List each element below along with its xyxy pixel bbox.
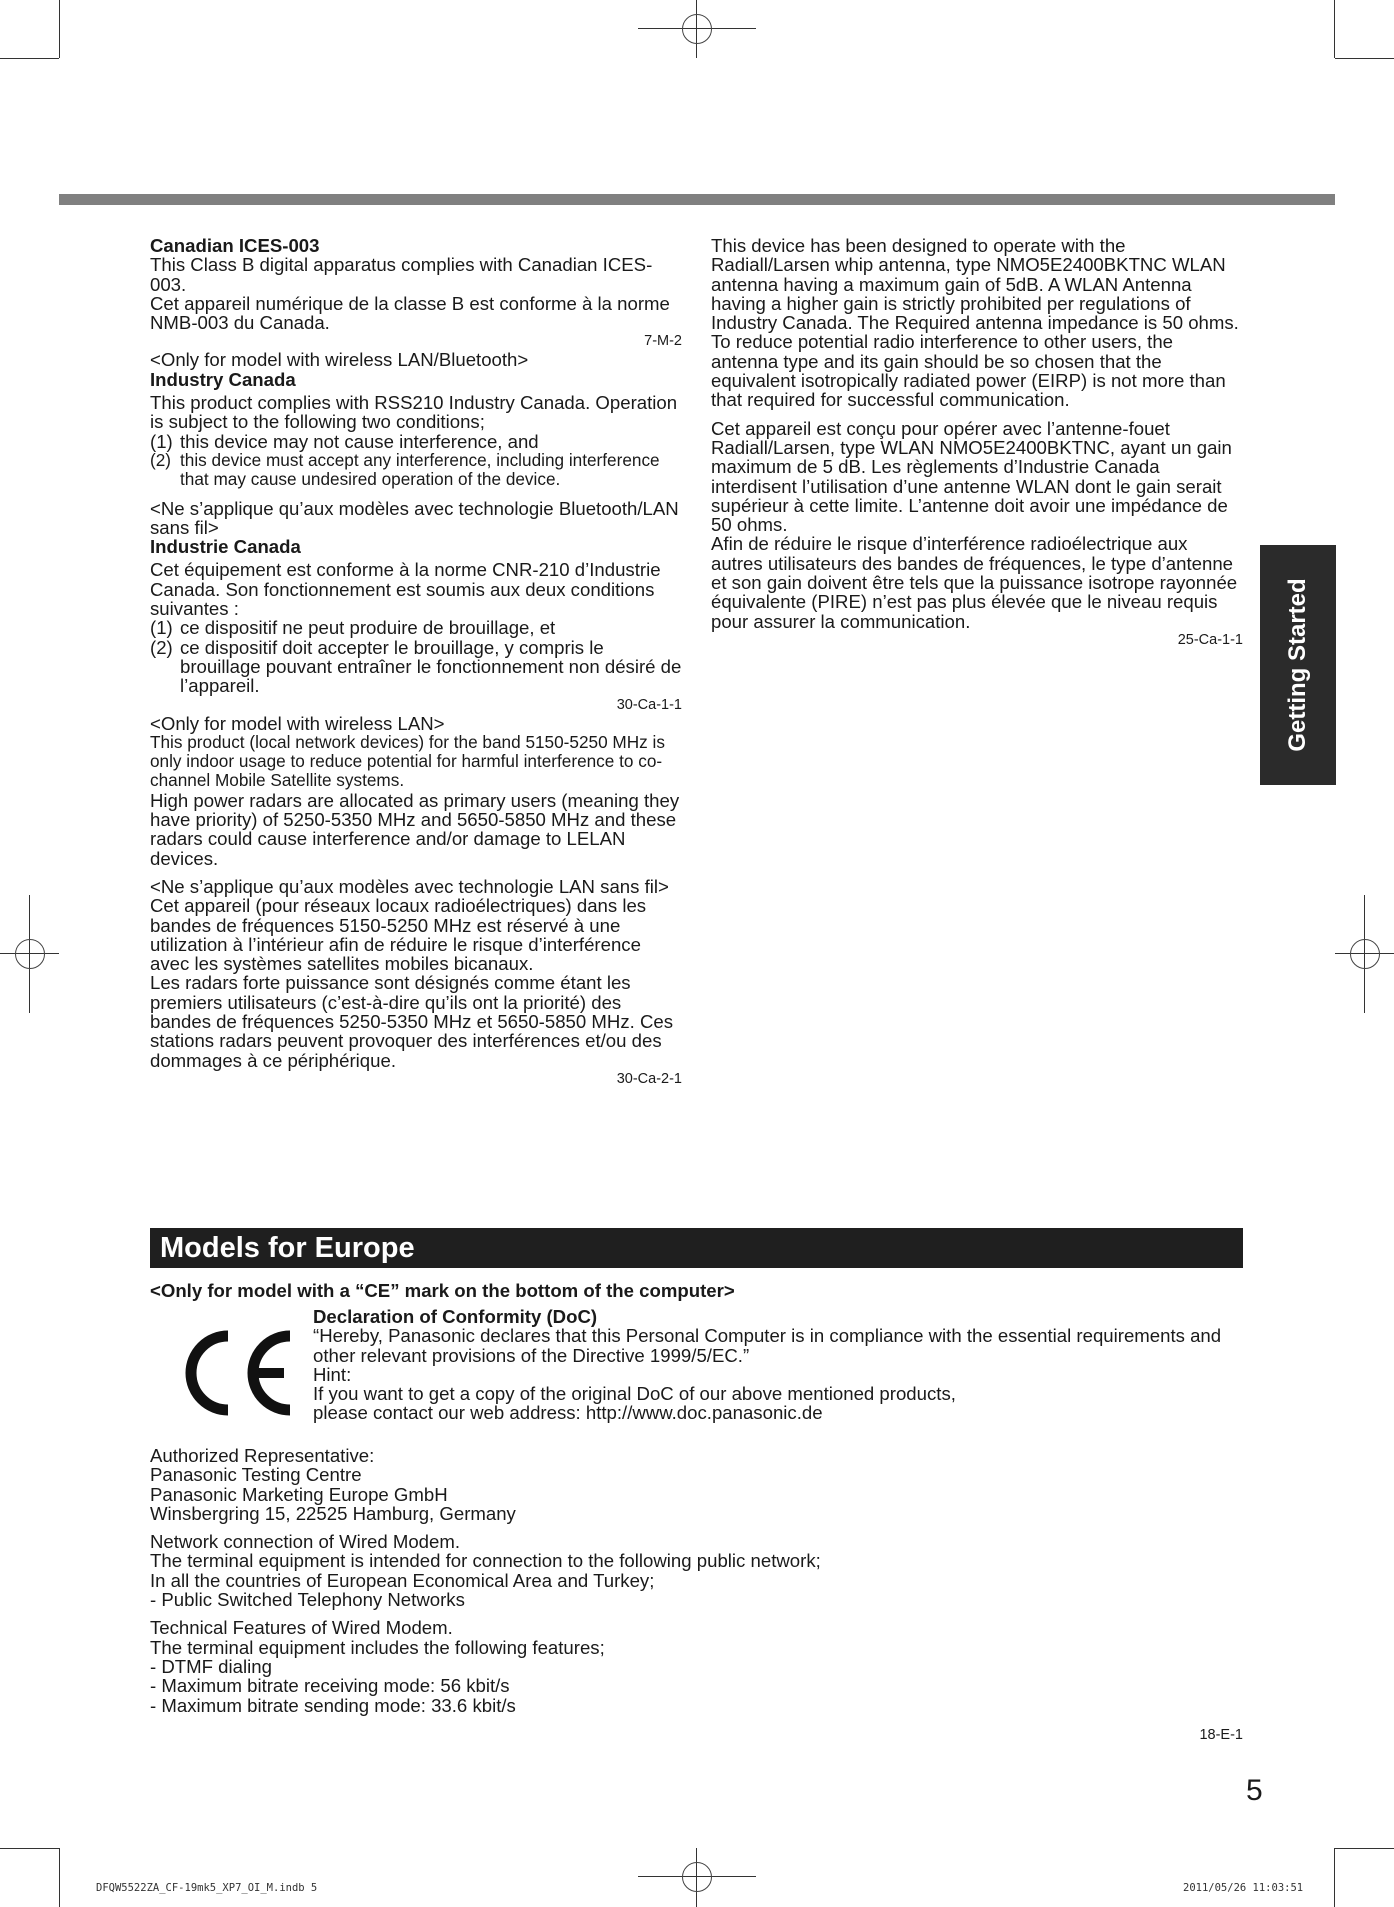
list-num: (1) <box>150 617 173 639</box>
list-item <box>150 432 682 451</box>
antenna-text-fr-1: Cet appareil est conçu pour opérer avec l’antenne-fouet Radiall/Larsen, type WLAN NMO5E2400BKTNC, ayant un gain maximum de 5 dB. Les règlements d’Industrie Canada interdisent l’utilisation d’une antenne WLAN dont le gain serait supérieur à cette limite. L’antenne doit avoir une impédance de 50 ohms. <box>711 417 1232 536</box>
rep-line: Panasonic Testing Centre <box>150 1464 362 1486</box>
list-text: ce dispositif doit accepter le brouillage, y compris le brouillage pouvant entraîner le fonctionnement non désiré de l’appareil. <box>180 636 682 697</box>
wlan-fr-text-1: Cet appareil (pour réseaux locaux radioélectriques) dans les bandes de fréquences 5150-5250 MHz est réservé à une utilization à l’intérieur afin de réduire le risque d’interférence avec les systèmes satellites mobiles bicanaux. <box>150 895 647 975</box>
list-item <box>150 451 682 490</box>
ic-fr-text: Cet équipement est conforme à la norme CNR-210 d’Industrie Canada. Son fonctionnement est soumis aux deux conditions suivantes : <box>150 559 661 620</box>
antenna-text-en-1: This device has been designed to operate with the Radiall/Larsen whip antenna, type NMO5E2400BKTNC WLAN antenna having a maximum gain of 5dB. A WLAN Antenna having a higher gain is strictly prohibited per regulations of Industry Canada. The Required antenna impedance is 50 ohms. <box>711 235 1239 334</box>
wlan-text-1: This product (local network devices) for the band 5150-5250 MHz is only indoor usage to reduce potential for harmful interference to co-channel Mobile Satellite systems. <box>150 731 665 791</box>
section-title-europe: Models for Europe <box>150 1228 1243 1268</box>
hint-line-1: If you want to get a copy of the original DoC of our above mentioned products, <box>313 1383 956 1405</box>
wlan-fr-text-2: Les radars forte puissance sont désignés comme étant les premiers utilisateurs (c’est-à-dire qu’ils ont la priorité) des bandes de fréquences 5250-5350 MHz et 5650-5850 MHz. Ces stations radars peuvent provoquer des interférences et/ou des dommages à ce périphérique. <box>150 972 674 1071</box>
hint-line-2: please contact our web address: http://www.doc.panasonic.de <box>313 1402 823 1424</box>
tech-line: - Maximum bitrate receiving mode: 56 kbit/s <box>150 1675 510 1697</box>
footer-timestamp: 2011/05/26 11:03:51 <box>1183 1882 1304 1894</box>
ices-heading: Canadian ICES-003 <box>150 235 320 256</box>
network-line: The terminal equipment is intended for connection to the following public network; <box>150 1550 821 1572</box>
ce-note: <Only for model with a “CE” mark on the bottom of the computer> <box>150 1280 735 1301</box>
europe-ref: 18-E-1 <box>1199 1727 1243 1743</box>
left-column <box>150 236 682 1088</box>
list-item <box>150 618 682 637</box>
list-num: (2) <box>150 636 173 658</box>
rep-line: Authorized Representative: <box>150 1445 375 1466</box>
wlan-fr-note: <Ne s’applique qu’aux modèles avec technologie LAN sans fil> <box>150 875 669 897</box>
ic-ref: 30-Ca-1-1 <box>616 696 682 713</box>
footer-file-info: DFQW5522ZA_CF-19mk5_XP7_OI_M.indb 5 <box>96 1882 318 1894</box>
list-text: ce dispositif ne peut produire de brouillage, et <box>180 617 556 639</box>
ices-text-fr: Cet appareil numérique de la classe B est conforme à la norme NMB-003 du Canada. <box>150 292 670 334</box>
page-number: 5 <box>1246 1774 1263 1807</box>
antenna-text-fr-2: Afin de réduire le risque d’interférence radioélectrique aux autres utilisateurs des bandes de fréquences, le type d’antenne et son gain doivent être tels que la puissance isotrope rayonnée équivalente (PIRE) n’est pas plus élevée que le niveau requis pour assurer la communication. <box>711 533 1238 632</box>
network-line: Network connection of Wired Modem. <box>150 1531 461 1553</box>
top-rule <box>59 194 1335 205</box>
doc-block <box>313 1307 1248 1423</box>
ic-fr-heading: Industrie Canada <box>150 536 301 558</box>
right-column <box>711 236 1243 649</box>
list-num: (2) <box>150 449 172 470</box>
list-text: this device must accept any interference, including interference that may cause undesired operation of the device. <box>180 449 660 490</box>
ices-ref: 7-M-2 <box>644 333 682 350</box>
side-tab <box>1260 545 1336 785</box>
ic-fr-note: <Ne s’applique qu’aux modèles avec technologie Bluetooth/LAN sans fil> <box>150 497 679 538</box>
ic-note: <Only for model with wireless LAN/Bluetooth> <box>150 349 529 371</box>
rep-line: Winsbergring 15, 22525 Hamburg, Germany <box>150 1502 516 1524</box>
europe-details <box>150 1446 1243 1715</box>
ices-text-en: This Class B digital apparatus complies with Canadian ICES-003. <box>150 254 653 295</box>
network-line: - Public Switched Telephony Networks <box>150 1589 465 1611</box>
list-text: this device may not cause interference, and <box>180 430 539 452</box>
list-num: (1) <box>150 430 173 452</box>
tech-line: - Maximum bitrate sending mode: 33.6 kbit/s <box>150 1694 516 1716</box>
ic-heading: Industry Canada <box>150 368 296 390</box>
side-tab-label: Getting Started <box>1284 578 1311 752</box>
doc-heading: Declaration of Conformity (DoC) <box>313 1306 598 1327</box>
antenna-ref: 25-Ca-1-1 <box>1177 631 1243 648</box>
tech-line: - DTMF dialing <box>150 1655 272 1677</box>
doc-text: “Hereby, Panasonic declares that this Personal Computer is in compliance with the essential requirements and other relevant provisions of the Directive 1999/5/EC.” <box>313 1325 1222 1366</box>
tech-line: The terminal equipment includes the following features; <box>150 1636 605 1658</box>
wlan-ref: 30-Ca-2-1 <box>616 1070 682 1087</box>
ce-mark-icon <box>172 1326 302 1420</box>
antenna-text-en-2: To reduce potential radio interference to other users, the antenna type and its gain should be so chosen that the equivalent isotropically radiated power (EIRP) is not more than that required for successful communication. <box>711 331 1226 411</box>
ic-text: This product complies with RSS210 Industry Canada. Operation is subject to the following two conditions; <box>150 392 678 433</box>
network-line: In all the countries of European Economical Area and Turkey; <box>150 1569 655 1591</box>
list-item <box>150 638 682 696</box>
hint-label: Hint: <box>313 1363 352 1385</box>
wlan-note: <Only for model with wireless LAN> <box>150 712 445 734</box>
tech-line: Technical Features of Wired Modem. <box>150 1617 453 1639</box>
rep-line: Panasonic Marketing Europe GmbH <box>150 1483 448 1505</box>
wlan-text-2: High power radars are allocated as primary users (meaning they have priority) of 5250-5350 MHz and 5650-5850 MHz and these radars could cause interference and/or damage to LELAN devices. <box>150 789 680 869</box>
